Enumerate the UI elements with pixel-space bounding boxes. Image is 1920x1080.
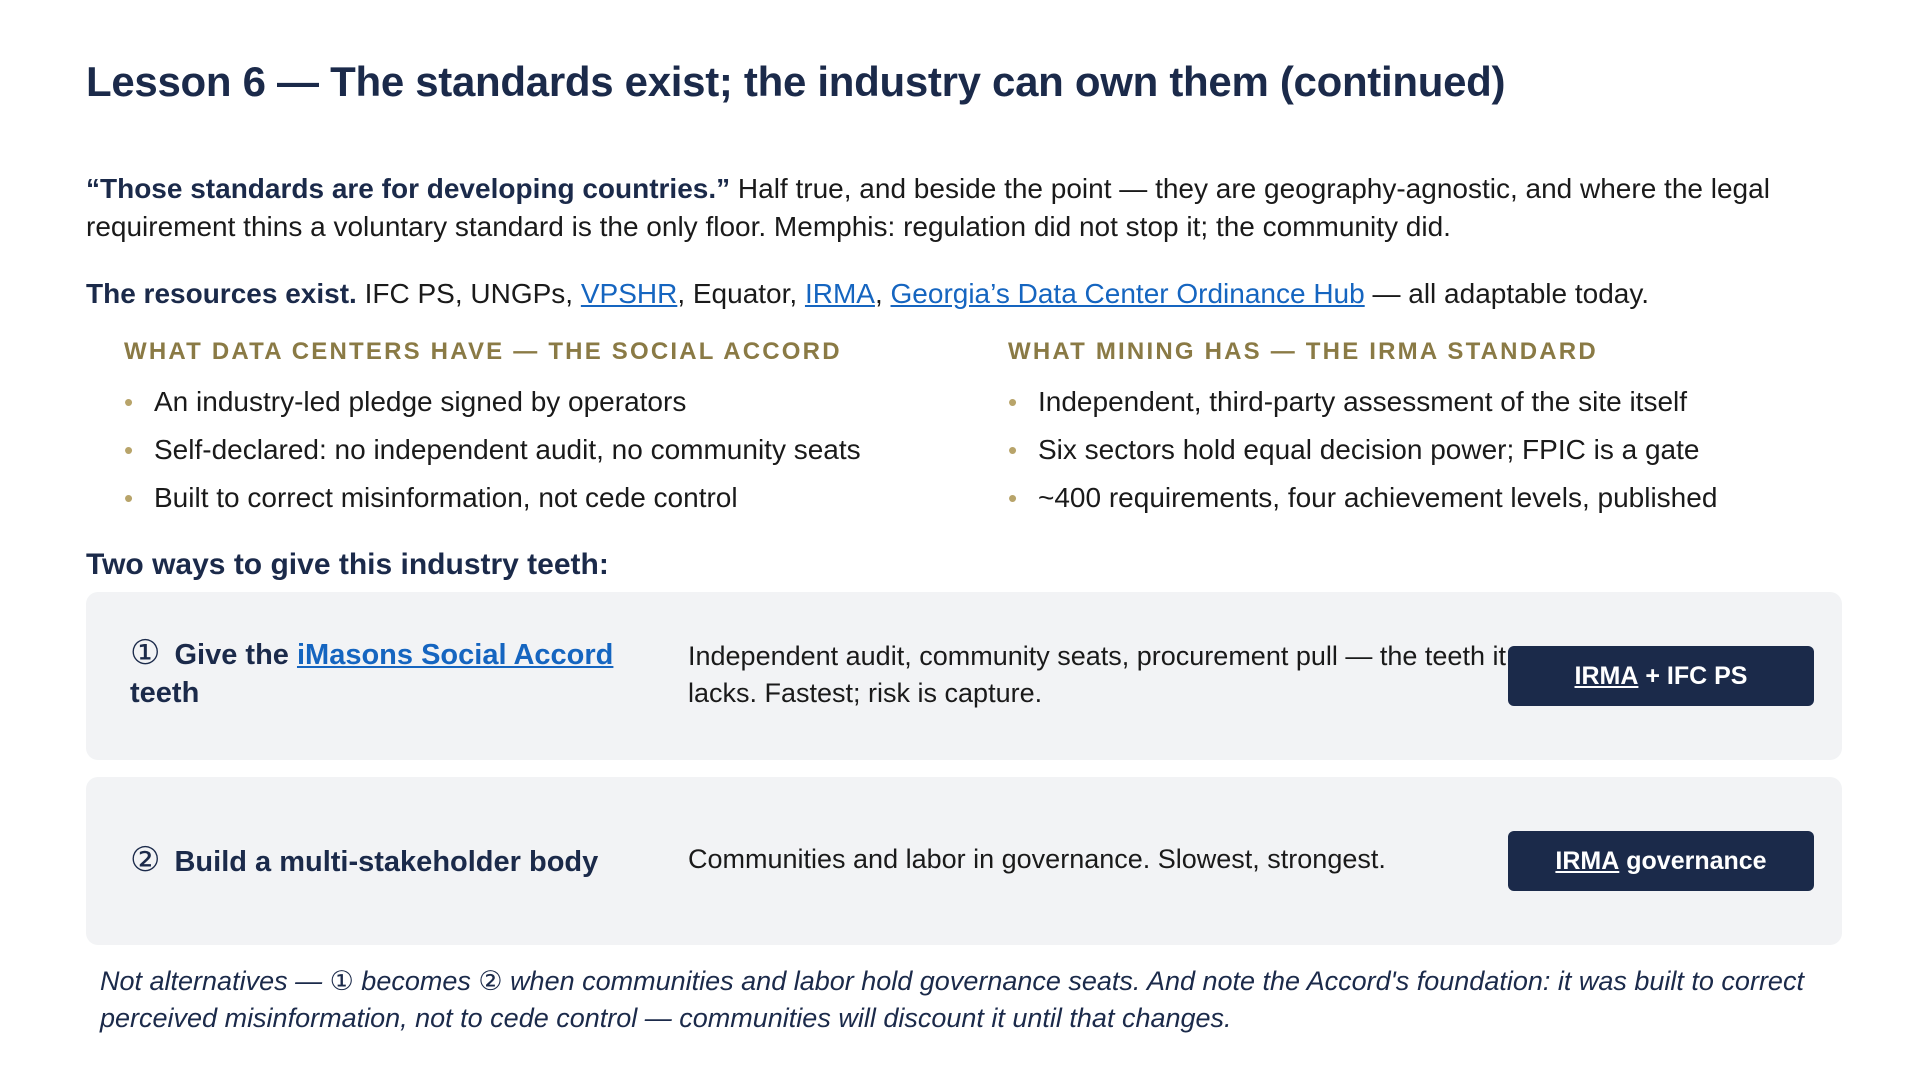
option-2-title-text: Build a multi-stakeholder body: [174, 846, 599, 878]
bullet-icon: •: [1008, 435, 1018, 465]
list-item-text: Self-declared: no independent audit, no community seats: [154, 434, 861, 465]
georgia-ordinance-hub-link[interactable]: Georgia’s Data Center Ordinance Hub: [890, 278, 1365, 309]
list-item-text: ~400 requirements, four achievement levels, published: [1038, 482, 1718, 513]
resources-text: , Equator,: [677, 278, 805, 309]
imasons-social-accord-link[interactable]: iMasons Social Accord: [296, 639, 614, 671]
irma-governance-button[interactable]: [1508, 831, 1814, 891]
option-1-title: [130, 634, 650, 712]
intro-quote: “Those standards are for developing countries.”: [86, 173, 731, 204]
intro-paragraph: [86, 170, 1846, 246]
footnote: Not alternatives — ① becomes ② when communities and labor hold governance seats. And note the Accord's foundation: it was built to correct perceived misinformation, not to cede control — communities will discount it until that changes.: [100, 966, 1804, 1033]
bullet-icon: •: [1008, 387, 1018, 417]
bullet-icon: •: [124, 387, 134, 417]
option-1-title-text: teeth: [130, 677, 200, 709]
list-item: [124, 474, 944, 522]
resources-text: IFC PS, UNGPs,: [356, 278, 581, 309]
resources-lead: The resources exist.: [86, 278, 357, 309]
option-2-title: [130, 841, 650, 881]
list-item-text: Independent, third-party assessment of the site itself: [1038, 386, 1688, 417]
circled-two-icon: ②: [130, 841, 161, 879]
options-subheading: Two ways to give this industry teeth:: [86, 548, 609, 581]
list-item: [124, 378, 944, 426]
option-card-2: [86, 777, 1842, 945]
bullet-icon: •: [124, 483, 134, 513]
resources-text: ,: [874, 278, 891, 309]
data-centers-column: [124, 338, 944, 522]
list-item-text: An industry-led pledge signed by operators: [154, 386, 687, 417]
data-centers-heading: WHAT DATA CENTERS HAVE — THE SOCIAL ACCORD: [124, 338, 842, 365]
option-1-description: Independent audit, community seats, procurement pull — the teeth it lacks. Fastest; risk is capture.: [688, 641, 1506, 708]
list-item-text: Built to correct misinformation, not cede control: [154, 482, 738, 513]
irma-link[interactable]: IRMA: [1574, 661, 1639, 690]
irma-ifc-ps-button[interactable]: [1508, 646, 1814, 706]
bullet-icon: •: [124, 435, 134, 465]
page-title: Lesson 6 — The standards exist; the industry can own them (continued): [86, 58, 1506, 105]
resources-paragraph: [86, 275, 1846, 313]
mining-list: [1008, 378, 1828, 522]
option-card-1: [86, 592, 1842, 760]
option-2-description: Communities and labor in governance. Slowest, strongest.: [688, 844, 1386, 874]
irma-link[interactable]: IRMA: [804, 278, 875, 309]
list-item: [1008, 378, 1828, 426]
list-item: [1008, 474, 1828, 522]
data-centers-list: [124, 378, 944, 522]
button-label: + IFC PS: [1638, 661, 1748, 690]
circled-one-icon: ①: [130, 634, 161, 672]
list-item-text: Six sectors hold equal decision power; FPIC is a gate: [1038, 434, 1700, 465]
resources-text: — all adaptable today.: [1364, 278, 1650, 309]
bullet-icon: •: [1008, 483, 1018, 513]
button-label: governance: [1619, 846, 1767, 875]
vpshr-link[interactable]: VPSHR: [580, 278, 678, 309]
intro-text: Half true, and beside the point — they are geography-agnostic, and where the legal requirement thins a voluntary standard is the only floor. Memphis: regulation did not stop it; the community did.: [86, 173, 1770, 242]
mining-column: [1008, 338, 1828, 522]
mining-heading: WHAT MINING HAS — THE IRMA STANDARD: [1008, 338, 1598, 365]
list-item: [124, 426, 944, 474]
option-1-title-text: Give the: [174, 639, 297, 671]
list-item: [1008, 426, 1828, 474]
irma-link[interactable]: IRMA: [1555, 846, 1620, 875]
